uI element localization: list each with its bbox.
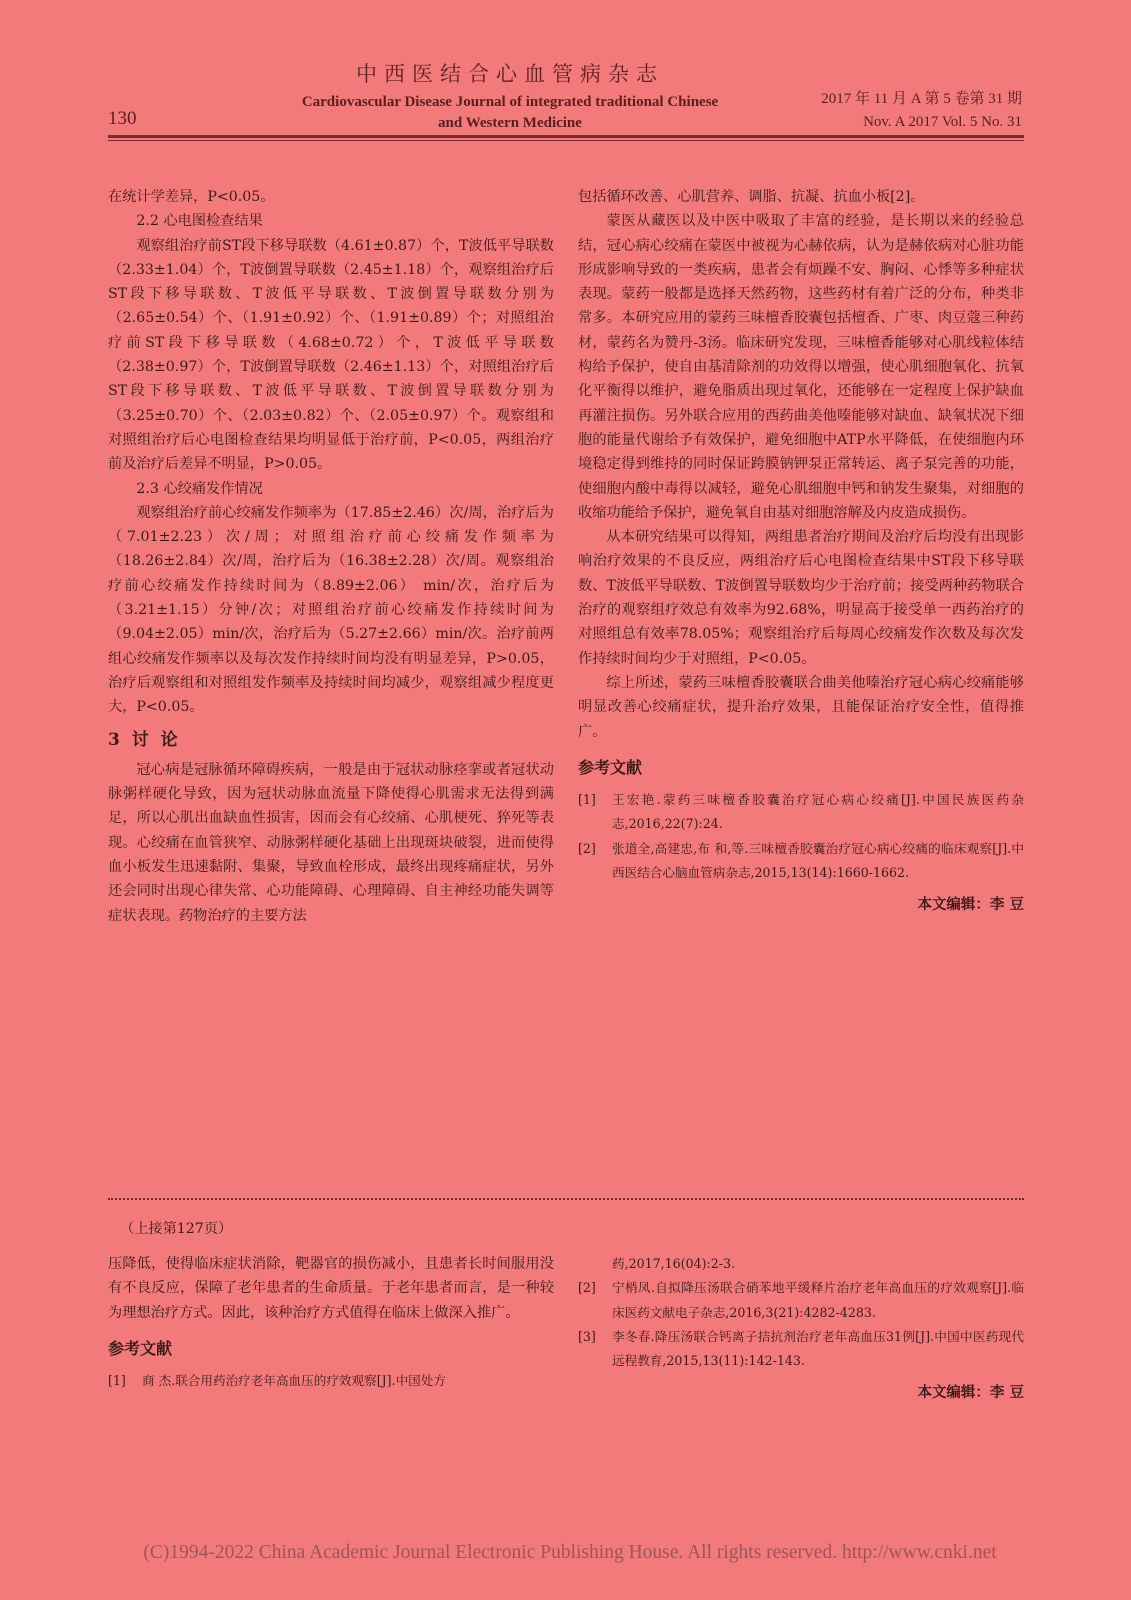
reference-item: [578, 837, 1024, 886]
journal-title-en: Cardiovascular Disease Journal of integrated traditional Chinese and Western Medicine: [301, 94, 719, 131]
issue-cn: 2017 年 11 月 A 第 5 卷第 31 期: [821, 91, 1022, 107]
section-heading-3: 3 讨 论: [108, 729, 181, 750]
reference-number: [1]: [578, 792, 596, 808]
editor-credit: 本文编辑：李 豆: [917, 1384, 1024, 1402]
reference-item: [578, 1276, 1024, 1325]
paragraph: 包括循环改善、心肌营养、调脂、抗凝、抗血小板[2]。: [578, 189, 925, 205]
dotted-divider: [108, 1198, 1024, 1200]
paragraph: 观察组治疗前ST段下移导联数（4.61±0.87）个，T波低平导联数（2.33±1.04）个，T波倒置导联数（2.45±1.18）个，观察组治疗后ST段下移导联数、T波低平导联数、T波倒置导联数分别为（2.65±0.54）个、（1.91±0.92）个、（1.91±0.89）个；对照组治疗前ST段下移导联数（4.68±0.72）个，T波低平导联数（2.38±0.97）个，T波倒置导联数（2.46±1.13）个，对照组治疗后ST段下移导联数、T波低平导联数、T波倒置导联数分别为（3.25±0.70）个、（2.03±0.82）个、（2.05±0.97）个。观察组和对照组治疗后心电图检查结果均明显低于治疗前，P<0.05，两组治疗前及治疗后差异不明显，P>0.05。: [108, 237, 554, 473]
references-heading: 参考文献: [578, 757, 643, 777]
reference-number: [2]: [578, 1280, 596, 1296]
paragraph: 在统计学差异，P<0.05。: [108, 189, 275, 205]
continued-left-column: [108, 1252, 554, 1393]
reference-text: 药,2017,16(04):2-3.: [612, 1256, 736, 1271]
reference-item-continued: [578, 1252, 1024, 1276]
page-number: 130: [108, 108, 137, 129]
reference-text: 王宏艳.蒙药三味檀香胶囊治疗冠心病心绞痛[J].中国民族医药杂志,2016,22(7):24.: [612, 792, 1024, 832]
reference-number: [1]: [108, 1373, 126, 1389]
section-heading-2-2: 2.2 心电图检查结果: [136, 213, 263, 230]
paragraph: 冠心病是冠脉循环障碍疾病，一般是由于冠状动脉痉挛或者冠状动脉粥样硬化导致，因为冠状动脉血流量下降使得心肌需求无法得到满足，所以心肌出血缺血性损害，因而会有心绞痛、心肌梗死、猝死等表现。心绞痛在血管狭窄、动脉粥样硬化基础上出现斑块破裂，进而使得血小板发生迅速黏附、集聚，导致血栓形成，最终出现疼痛症状，另外还会同时出现心律失常、心功能障碍、心理障碍、自主神经功能失调等症状表现。药物治疗的主要方法: [108, 761, 554, 924]
reference-text: 商 杰.联合用药治疗老年高血压的疗效观察[J].中国处方: [142, 1373, 446, 1389]
issue-en: Nov. A 2017 Vol. 5 No. 31: [863, 114, 1022, 130]
continued-right-column: [578, 1252, 1024, 1406]
copyright-footer: (C)1994-2022 China Academic Journal Electronic Publishing House. All rights reserved. http://www.cnki.net: [143, 1542, 997, 1563]
reference-number: [3]: [578, 1328, 596, 1344]
reference-text: 宁梢凤.自拟降压汤联合硝苯地平缓释片治疗老年高血压的疗效观察[J].临床医药文献电子杂志,2016,3(21):4282-4283.: [612, 1280, 1024, 1320]
header-rule: [108, 135, 1024, 138]
reference-text: 李冬春.降压汤联合钙离子拮抗剂治疗老年高血压31例[J].中国中医药现代远程教育,2015,13(11):142-143.: [612, 1328, 1024, 1369]
references-heading: 参考文献: [108, 1338, 173, 1358]
paragraph: 压降低，使得临床症状消除，靶器官的损伤减小，且患者长时间服用没有不良反应，保障了老年患者的生命质量。于老年患者而言，是一种较为理想治疗方式。因此，该种治疗方式值得在临床上做深入推广。: [108, 1256, 554, 1321]
paragraph: 从本研究结果可以得知，两组患者治疗期间及治疗后均没有出现影响治疗效果的不良反应，两组治疗后心电图检查结果中ST段下移导联数、T波低平导联数、T波倒置导联数均少于治疗前；接受两种药物联合治疗的观察组疗效总有效率为92.68%，明显高于接受单一西药治疗的对照组总有效率78.05%；观察组治疗后每周心绞痛发作次数及每次发作持续时间均少于对照组，P<0.05。: [578, 529, 1024, 667]
right-column: [578, 185, 1024, 918]
reference-number: [2]: [578, 840, 596, 856]
issue-info: [780, 88, 1022, 134]
continued-from-label: （上接第127页）: [120, 1221, 233, 1237]
reference-item: [578, 788, 1024, 837]
header-rule-thin: [108, 140, 1024, 141]
reference-item: [578, 1325, 1024, 1374]
reference-item: [108, 1369, 554, 1393]
paragraph: 观察组治疗前心绞痛发作频率为（17.85±2.46）次/周，治疗后为（7.01±2.23）次/周；对照组治疗前心绞痛发作频率为（18.26±2.84）次/周，治疗后为（16.38±2.28）次/周。观察组治疗前心绞痛发作持续时间为（8.89±2.06） min/次，治疗后为（3.21±1.15）分钟/次；对照组治疗前心绞痛发作持续时间为（9.04±2.05）min/次，治疗后为（5.27±2.66）min/次。治疗前两组心绞痛发作频率以及每次发作持续时间均没有明显差异，P>0.05，治疗后观察组和对照组发作频率及持续时间均减少，观察组减少程度更大，P<0.05。: [108, 504, 554, 716]
paragraph: 综上所述，蒙药三味檀香胶囊联合曲美他嗪治疗冠心病心绞痛能够明显改善心绞痛症状，提升治疗效果，且能保证治疗安全性，值得推广。: [578, 674, 1024, 740]
paragraph: 蒙医从藏医以及中医中吸取了丰富的经验，是长期以来的经验总结，冠心病心绞痛在蒙医中被视为心赫依病，认为是赫依病对心脏功能形成影响导致的一类疾病，患者会有烦躁不安、胸闷、心悸等多种症状表现。蒙药一般都是选择天然药物，这些药材有着广泛的分布，种类非常多。本研究应用的蒙药三味檀香胶囊包括檀香、广枣、肉豆蔻三种药材，蒙药名为赞丹-3汤。临床研究发现，三味檀香能够对心肌线粒体结构给予保护，使自由基清除剂的功效得以增强，使心肌细胞氧化、抗氧化平衡得以维护，避免脂质出现过氧化，还能够在一定程度上保护缺血再灌注损伤。另外联合应用的西药曲美他嗪能够对缺血、缺氧状况下细胞的能量代谢给予有效保护，避免细胞中ATP水平降低，在使细胞内环境稳定得到维持的同时保证跨膜钠钾泵正常转运、离子泵完善的功能，使细胞内酸中毒得以减轻，避免心肌细胞中钙和钠发生聚集，对细胞的收缩功能给予保护，避免氧自由基对细胞溶解及内皮造成损伤。: [578, 213, 1024, 521]
journal-title-cn: 中西医结合心血管病杂志: [356, 62, 664, 86]
section-heading-2-3: 2.3 心绞痛发作情况: [136, 480, 263, 497]
editor-credit: 本文编辑：李 豆: [917, 896, 1024, 914]
reference-text: 张道全,高建忠,布 和,等.三味檀香胶囊治疗冠心病心绞痛的临床观察[J].中西医结合心脑血管病杂志,2015,13(14):1660-1662.: [612, 840, 1024, 881]
left-column: [108, 185, 554, 928]
